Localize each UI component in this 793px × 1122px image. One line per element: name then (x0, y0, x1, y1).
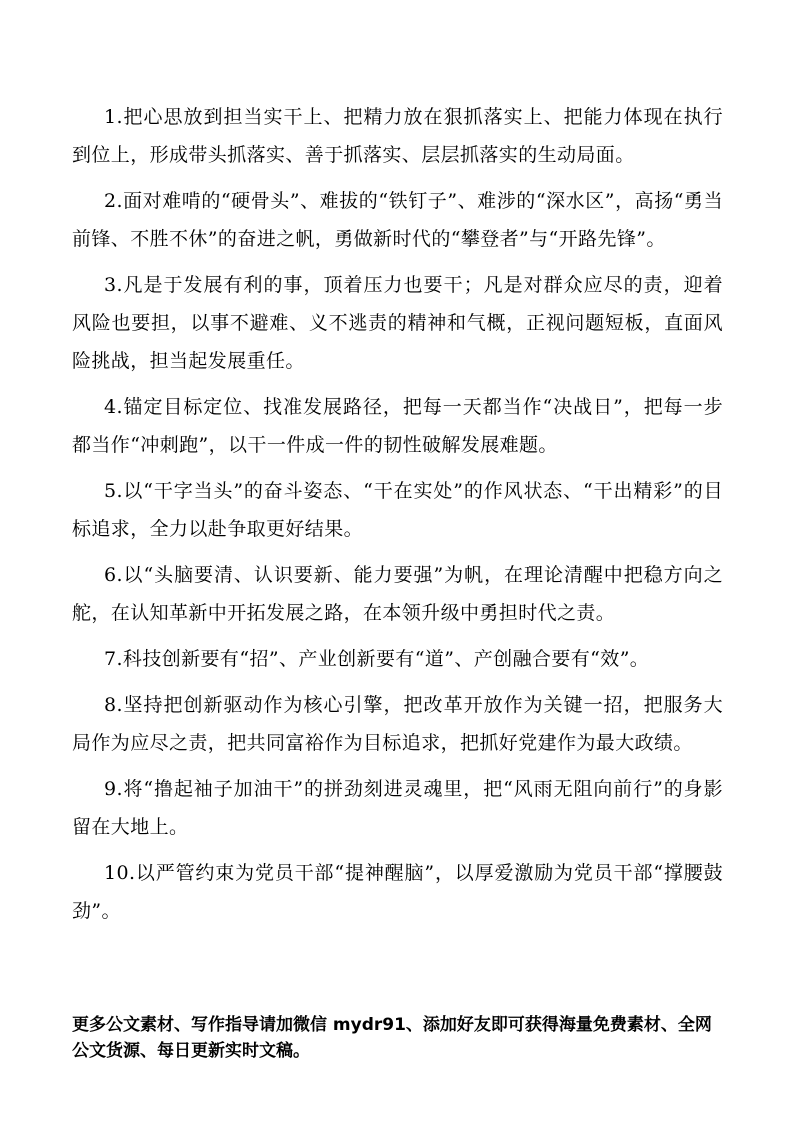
paragraph-2: 2.面对难啃的“硬骨头”、难拔的“铁钉子”、难涉的“深水区”，高扬“勇当前锋、不胜不休”的奋进之帆，勇做新时代的“攀登者”与“开路先锋”。 (72, 190, 723, 250)
paragraph-7: 7.科技创新要有“招”、产业创新要有“道”、产创融合要有“效”。 (104, 648, 650, 670)
paragraph-5: 5.以“干字当头”的奋斗姿态、“干在实处”的作风状态、“干出精彩”的目标追求，全力以赴争取更好结果。 (72, 480, 723, 540)
document-body (72, 98, 723, 938)
paragraph-8: 8.坚持把创新驱动作为核心引擎，把改革开放作为关键一招，把服务大局作为应尽之责，把共同富裕作为目标追求，把抓好党建作为最大政绩。 (72, 694, 723, 754)
paragraph-6: 6.以“头脑要清、认识要新、能力要强”为帆，在理论清醒中把稳方向之舵，在认知革新中开拓发展之路，在本领升级中勇担时代之责。 (72, 564, 723, 624)
paragraph-9: 9.将“撸起袖子加油干”的拼劲刻进灵魂里，把“风雨无阻向前行”的身影留在大地上。 (72, 778, 723, 838)
promo-footer-text: 更多公文素材、写作指导请加微信 mydr91、添加好友即可获得海量免费素材、全网公文货源、每日更新实时文稿。 (72, 1015, 712, 1061)
paragraph-4: 4.锚定目标定位、找准发展路径，把每一天都当作“决战日”，把每一步都当作“冲刺跑”，以干一件成一件的韧性破解发展难题。 (72, 396, 723, 456)
paragraph-3: 3.凡是于发展有利的事，顶着压力也要干；凡是对群众应尽的责，迎着风险也要担，以事不避难、义不逃责的精神和气概，正视问题短板，直面风险挑战，担当起发展重任。 (72, 274, 723, 372)
paragraph-1: 1.把心思放到担当实干上、把精力放在狠抓落实上、把能力体现在执行到位上，形成带头抓落实、善于抓落实、层层抓落实的生动局面。 (72, 106, 723, 166)
paragraph-10: 10.以严管约束为党员干部“提神醒脑”，以厚爱激励为党员干部“撑腰鼓劲”。 (72, 862, 723, 922)
